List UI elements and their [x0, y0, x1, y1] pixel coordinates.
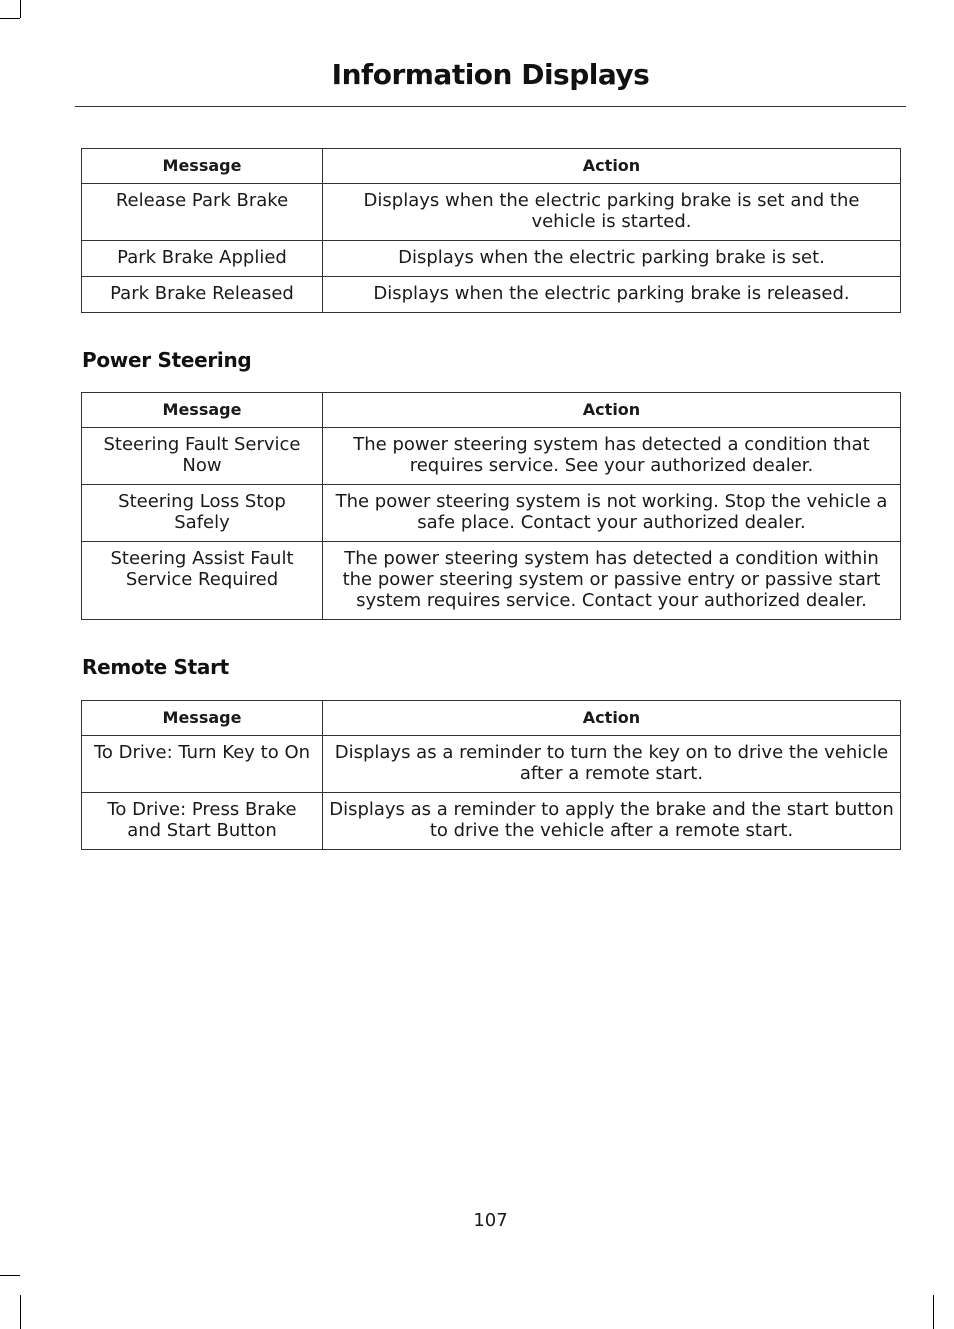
page-title: Information Displays	[331, 58, 650, 91]
message-cell: To Drive: Press Brake and Start Button	[82, 793, 323, 850]
action-cell: The power steering system has detected a condition that requires service. See your authorized dealer.	[323, 428, 901, 485]
action-cell: The power steering system is not working. Stop the vehicle a safe place. Contact your authorized dealer.	[323, 485, 901, 542]
crop-mark	[0, 18, 20, 19]
table-row	[82, 277, 901, 313]
table-header-row	[82, 701, 901, 736]
remote-start-table	[81, 700, 901, 850]
action-cell: Displays when the electric parking brake is set and the vehicle is started.	[323, 184, 901, 241]
title-divider	[75, 106, 906, 107]
column-header-message: Message	[82, 149, 323, 184]
column-header-action: Action	[323, 393, 901, 428]
table-row	[82, 485, 901, 542]
action-cell: Displays when the electric parking brake is released.	[323, 277, 901, 313]
message-cell: Release Park Brake	[82, 184, 323, 241]
table-row	[82, 542, 901, 620]
table-row	[82, 736, 901, 793]
table-row	[82, 428, 901, 485]
message-cell: Steering Fault Service Now	[82, 428, 323, 485]
column-header-message: Message	[82, 701, 323, 736]
column-header-action: Action	[323, 701, 901, 736]
message-cell: Park Brake Released	[82, 277, 323, 313]
park-brake-table	[81, 148, 901, 313]
table-row	[82, 793, 901, 850]
column-header-message: Message	[82, 393, 323, 428]
crop-mark	[20, 1295, 21, 1329]
power-steering-table	[81, 392, 901, 620]
message-cell: Steering Assist Fault Service Required	[82, 542, 323, 620]
message-cell: Park Brake Applied	[82, 241, 323, 277]
section-heading-remote-start: Remote Start	[82, 655, 229, 679]
action-cell: Displays when the electric parking brake is set.	[323, 241, 901, 277]
column-header-action: Action	[323, 149, 901, 184]
crop-mark	[933, 1295, 934, 1329]
message-cell: To Drive: Turn Key to On	[82, 736, 323, 793]
table-row	[82, 241, 901, 277]
action-cell: The power steering system has detected a condition within the power steering system or passive entry or passive start system requires service. Contact your authorized dealer.	[323, 542, 901, 620]
table-header-row	[82, 393, 901, 428]
table-header-row	[82, 149, 901, 184]
action-cell: Displays as a reminder to apply the brake and the start button to drive the vehicle after a remote start.	[323, 793, 901, 850]
crop-mark	[20, 0, 21, 18]
section-heading-power-steering: Power Steering	[82, 348, 252, 372]
page-number: 107	[473, 1210, 508, 1231]
message-cell: Steering Loss Stop Safely	[82, 485, 323, 542]
table-row	[82, 184, 901, 241]
crop-mark	[0, 1275, 20, 1276]
action-cell: Displays as a reminder to turn the key on to drive the vehicle after a remote start.	[323, 736, 901, 793]
